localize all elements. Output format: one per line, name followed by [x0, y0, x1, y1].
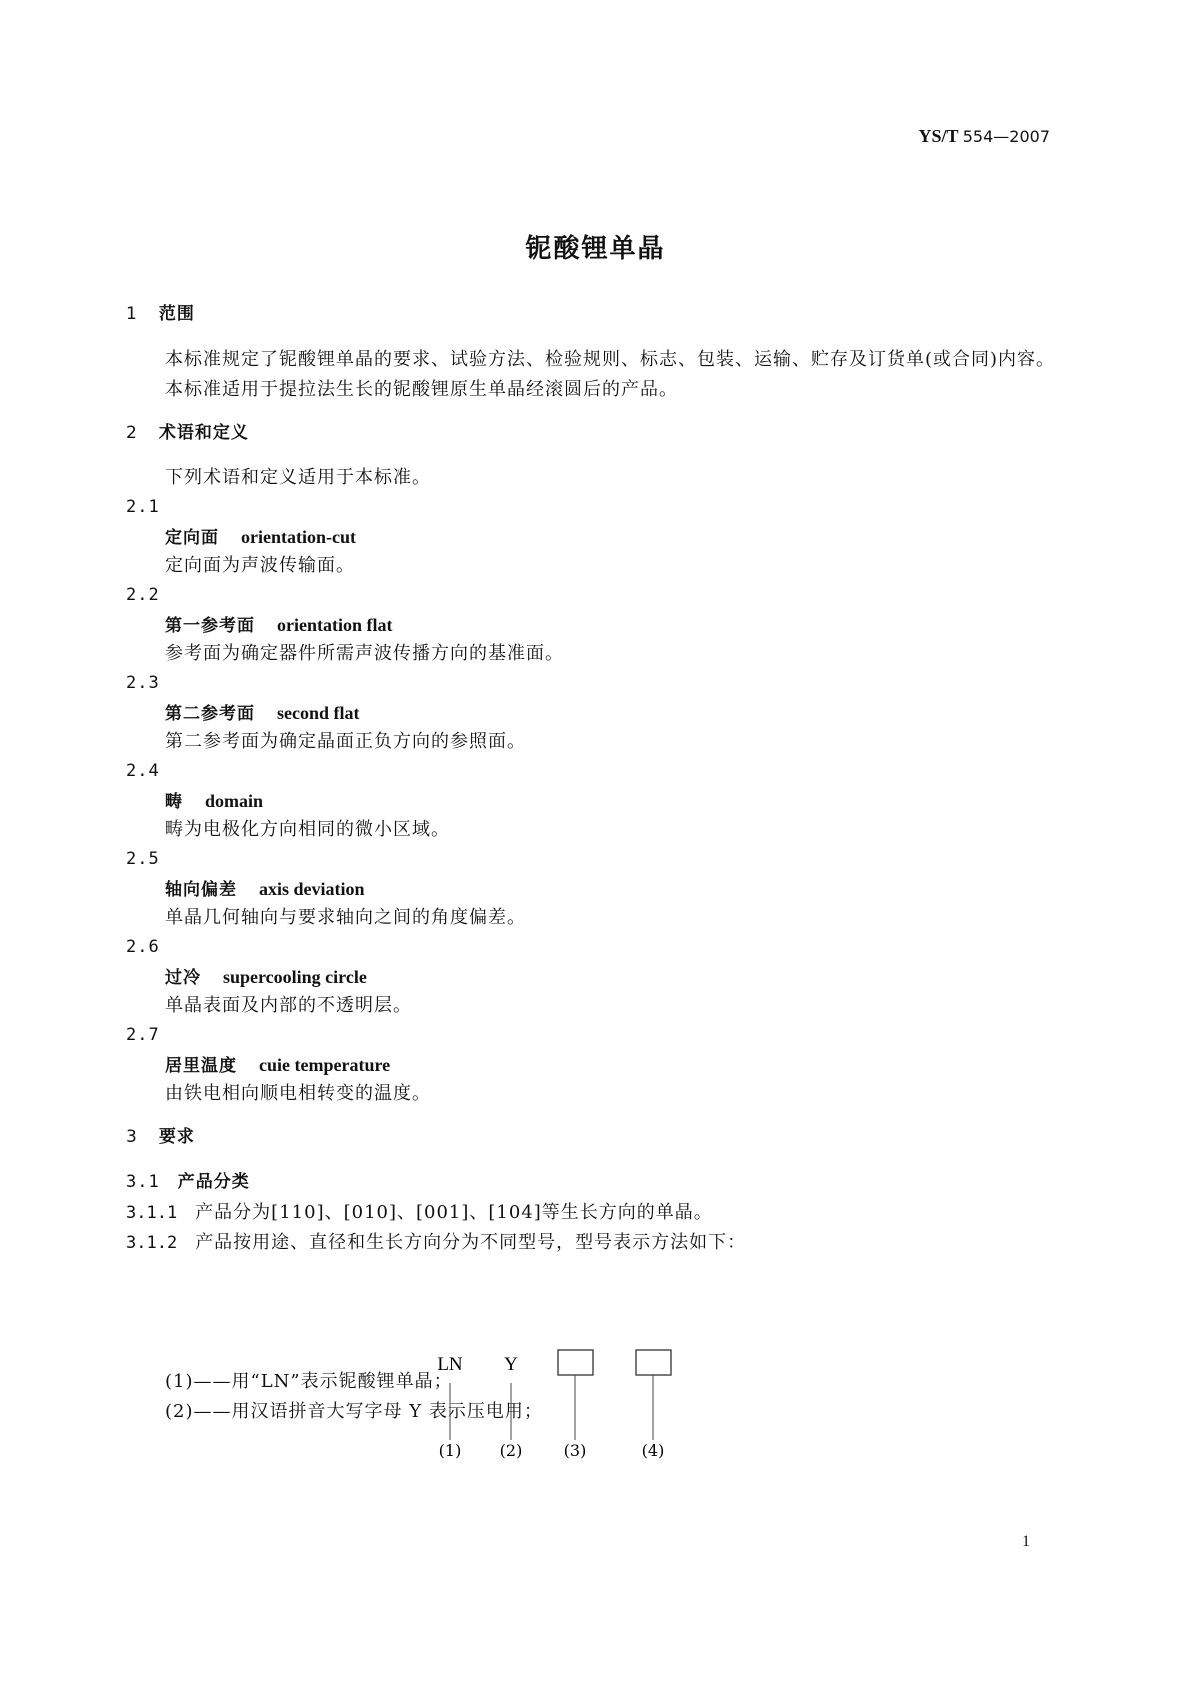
term-number: 2.6: [126, 937, 160, 957]
term-heading: [165, 792, 263, 811]
paragraph: 下列术语和定义适用于本标准。: [165, 467, 431, 488]
section-number: 3: [126, 1127, 137, 1147]
term-zh: 畴: [165, 792, 183, 812]
term-number: 2.2: [126, 585, 160, 605]
term-definition: 第二参考面为确定晶面正负方向的参照面。: [165, 731, 526, 752]
term-definition: 单晶表面及内部的不透明层。: [165, 995, 412, 1016]
designation-note: (1)——用“LN”表示铌酸锂单晶；: [165, 1371, 453, 1392]
clause-number: 3.1.1: [126, 1203, 178, 1223]
clause-3-1-1: [126, 1204, 713, 1222]
standard-code: [919, 126, 1050, 147]
term-en: second flat: [277, 703, 360, 723]
term-en: orientation flat: [277, 615, 393, 635]
term-zh: 第一参考面: [165, 616, 255, 636]
section-3-heading: [126, 1129, 195, 1146]
section-title: 要求: [158, 1127, 195, 1147]
section-title: 术语和定义: [158, 423, 249, 443]
section-title: 范围: [158, 304, 195, 324]
diagram-marker-4: (4): [641, 1441, 665, 1460]
term-definition: 由铁电相向顺电相转变的温度。: [165, 1083, 431, 1104]
paragraph: 本标准适用于提拉法生长的铌酸锂原生单晶经滚圆后的产品。: [165, 379, 678, 400]
designation-note: (2)——用汉语拼音大写字母 Y 表示压电用；: [165, 1401, 543, 1422]
standard-code-number: 554—2007: [962, 127, 1050, 146]
clause-text: 产品按用途、直径和生长方向分为不同型号，型号表示方法如下：: [195, 1232, 747, 1253]
standard-code-prefix: YS/T: [918, 126, 959, 146]
clause-text: 产品分为[110]、[010]、[001]、[104]等生长方向的单晶。: [195, 1202, 713, 1223]
term-heading: [165, 968, 367, 987]
clause-3-1-2: [126, 1234, 746, 1252]
term-number: 2.4: [126, 761, 160, 781]
diagram-marker-3: (3): [563, 1441, 587, 1460]
term-zh: 第二参考面: [165, 704, 255, 724]
document-title: 铌酸锂单晶: [525, 234, 666, 264]
term-en: supercooling circle: [223, 967, 367, 987]
term-number: 2.1: [126, 497, 160, 517]
diagram-label-y: Y: [504, 1354, 518, 1375]
subsection-number: 3.1: [126, 1172, 160, 1192]
clause-number: 3.1.2: [126, 1233, 178, 1253]
term-heading: [165, 704, 360, 723]
term-zh: 居里温度: [165, 1056, 237, 1076]
term-heading: [165, 880, 365, 899]
term-en: domain: [205, 791, 264, 811]
paragraph: 本标准规定了铌酸锂单晶的要求、试验方法、检验规则、标志、包装、运输、贮存及订货单(或合同)内容。: [165, 349, 1056, 370]
section-1-heading: [126, 306, 195, 323]
term-heading: [165, 528, 356, 547]
section-number: 1: [126, 304, 137, 324]
subsection-title: 产品分类: [177, 1172, 250, 1192]
term-en: axis deviation: [259, 879, 365, 899]
term-definition: 定向面为声波传输面。: [165, 555, 355, 576]
term-number: 2.5: [126, 849, 160, 869]
term-zh: 定向面: [165, 528, 219, 548]
term-definition: 畴为电极化方向相同的微小区域。: [165, 819, 450, 840]
term-zh: 过冷: [165, 968, 201, 988]
term-heading: [165, 616, 392, 635]
term-en: cuie temperature: [259, 1055, 391, 1075]
term-heading: [165, 1056, 390, 1075]
section-number: 2: [126, 423, 137, 443]
term-en: orientation-cut: [241, 527, 356, 547]
diagram-label-ln: LN: [437, 1354, 463, 1375]
term-number: 2.3: [126, 673, 160, 693]
term-definition: 单晶几何轴向与要求轴向之间的角度偏差。: [165, 907, 526, 928]
term-number: 2.7: [126, 1025, 160, 1045]
diagram-box-4: [636, 1350, 671, 1375]
term-definition: 参考面为确定器件所需声波传播方向的基准面。: [165, 643, 564, 664]
term-zh: 轴向偏差: [165, 880, 237, 900]
diagram-marker-2: (2): [499, 1441, 523, 1460]
page-number: 1: [1022, 1533, 1030, 1550]
subsection-heading: [126, 1174, 250, 1191]
diagram-marker-1: (1): [438, 1441, 462, 1460]
section-2-heading: [126, 425, 249, 442]
diagram-box-3: [558, 1350, 593, 1375]
